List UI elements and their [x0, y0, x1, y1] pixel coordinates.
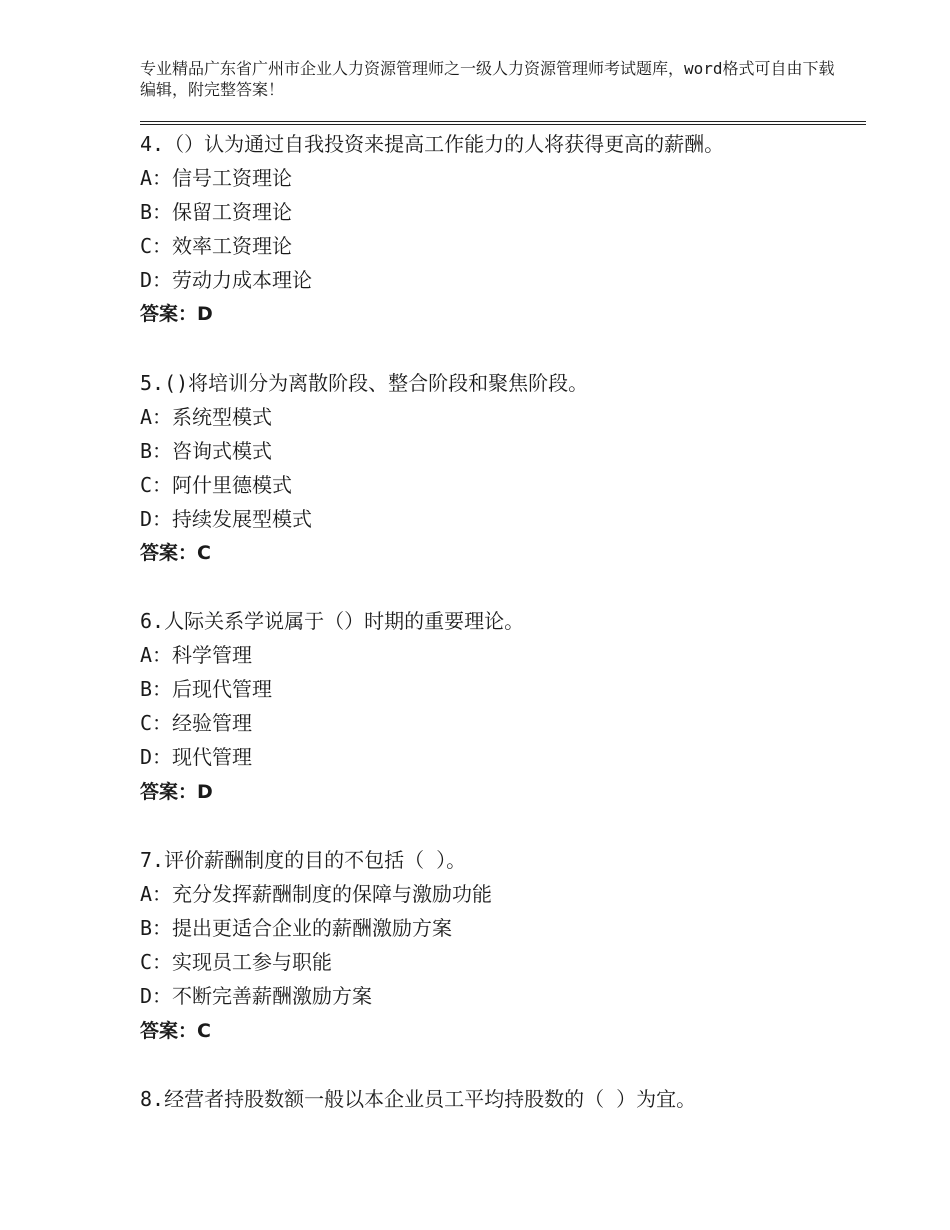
header-divider [140, 121, 866, 125]
question-6-option-c: C：经验管理 [140, 711, 253, 735]
question-7-stem: 7.评价薪酬制度的目的不包括（ ）。 [140, 848, 467, 872]
question-6-option-a: A：科学管理 [140, 643, 253, 667]
question-7-option-b: B：提出更适合企业的薪酬激励方案 [140, 916, 453, 940]
question-5-option-a: A：系统型模式 [140, 405, 273, 429]
question-8-stem: 8.经营者持股数额一般以本企业员工平均持股数的（ ）为宜。 [140, 1087, 697, 1111]
question-4-stem: 4.（）认为通过自我投资来提高工作能力的人将获得更高的薪酬。 [140, 132, 725, 156]
question-6-stem: 6.人际关系学说属于（）时期的重要理论。 [140, 609, 525, 633]
question-5-stem: 5.()将培训分为离散阶段、整合阶段和聚焦阶段。 [140, 371, 589, 395]
question-6-answer: 答案：D [140, 781, 213, 803]
question-7-option-a: A：充分发挥薪酬制度的保障与激励功能 [140, 882, 493, 906]
question-6-option-d: D：现代管理 [140, 745, 253, 769]
question-5-option-c: C：阿什里德模式 [140, 473, 293, 497]
question-6-option-b: B：后现代管理 [140, 677, 273, 701]
question-7-answer: 答案：C [140, 1020, 211, 1042]
question-5-option-b: B：咨询式模式 [140, 439, 273, 463]
question-5-option-d: D：持续发展型模式 [140, 507, 313, 531]
question-4-option-d: D：劳动力成本理论 [140, 268, 313, 292]
question-7-option-d: D：不断完善薪酬激励方案 [140, 984, 373, 1008]
question-4-option-b: B：保留工资理论 [140, 200, 293, 224]
question-4-option-a: A：信号工资理论 [140, 166, 293, 190]
question-4-option-c: C：效率工资理论 [140, 234, 293, 258]
question-7-option-c: C：实现员工参与职能 [140, 950, 333, 974]
question-4-answer: 答案：D [140, 303, 213, 325]
question-5-answer: 答案：C [140, 542, 211, 564]
document-header: 专业精品广东省广州市企业人力资源管理师之一级人力资源管理师考试题库，word格式可自由下载编辑，附完整答案！ [140, 59, 835, 99]
